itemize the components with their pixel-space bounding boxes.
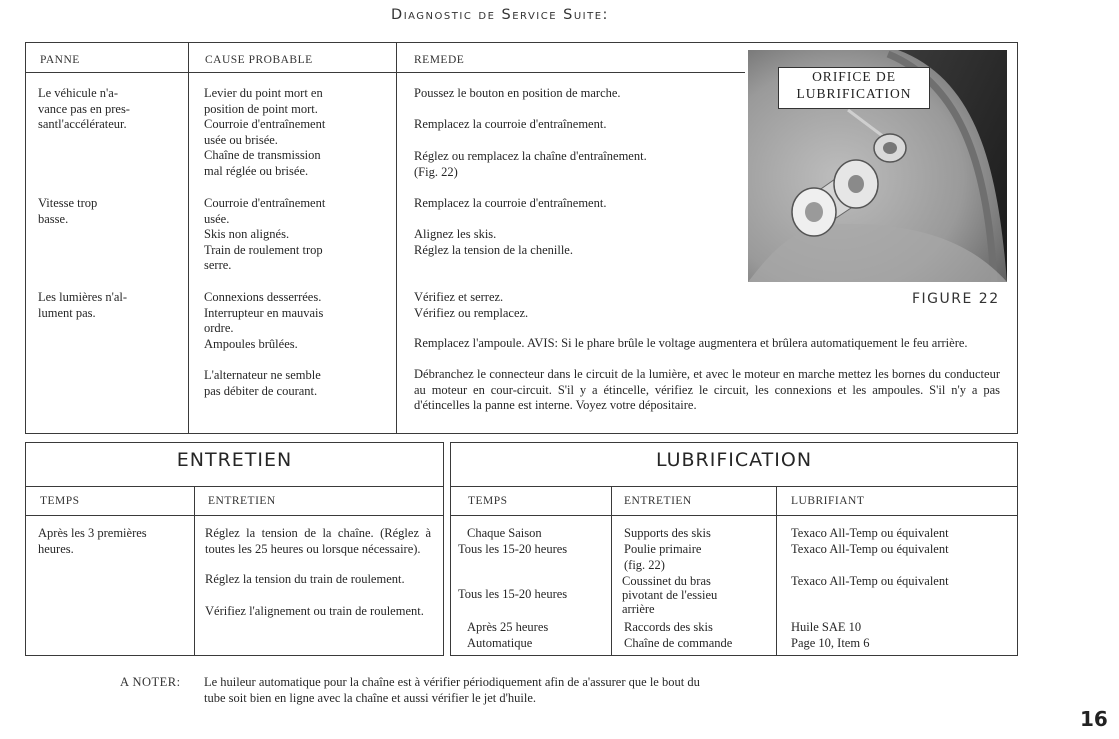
remede-cell: Réglez ou remplacez la chaîne d'entraînement. (Fig. 22): [414, 149, 647, 179]
lubrification-header-rule: [450, 515, 1018, 516]
cause-cell: Connexions desserrées. Interrupteur en mauvais ordre. Ampoules brûlées.: [204, 290, 324, 351]
entretien-task-cell: Réglez la tension du train de roulement.: [205, 572, 405, 586]
remede-cell: Débranchez le connecteur dans le circuit de la lumière, et avec le moteur en marche mettez les bornes du conducteur au moteur en cour-circuit. S'il y a étincelle, vérifiez le circuit, les connexions et les ampoules. S'il n'y a pas d'étincelles la panne est interne. Voyez votre dépositaire.: [414, 367, 1000, 412]
lubrification-temps-cell: Automatique: [467, 636, 533, 650]
figure-callout: ORIFICE DE LUBRIFICATION: [778, 67, 930, 109]
lubrification-header-entretien: ENTRETIEN: [624, 495, 692, 507]
lubrification-task-cell: Raccords des skis: [624, 620, 713, 634]
lubrification-title-rule: [450, 486, 1018, 487]
lubrification-lubricant-cell: Texaco All-Temp ou équivalent: [791, 542, 949, 556]
entretien-header-rule: [25, 515, 444, 516]
header-remede: REMEDE: [414, 54, 465, 66]
lubrification-task-cell: Supports des skis: [624, 526, 711, 540]
header-panne: PANNE: [40, 54, 80, 66]
page-title: Diagnostic de Service Suite:: [391, 7, 609, 23]
lubrification-lubricant-cell: Texaco All-Temp ou équivalent: [791, 526, 949, 540]
entretien-col-divider: [194, 486, 195, 656]
lubrification-header-lubrifiant: LUBRIFIANT: [791, 495, 865, 507]
lubrification-temps-cell: Chaque Saison: [467, 526, 542, 540]
header-cause: CAUSE PROBABLE: [205, 54, 313, 66]
note-text: Le huileur automatique pour la chaîne est à vérifier périodiquement afin de a'assurer que le bout du tube soit bien en ligne avec la chaîne et aussi vérifier le jet d'huile.: [204, 675, 700, 705]
remede-cell: Remplacez la courroie d'entraînement.: [414, 196, 607, 210]
panne-cell: Le véhicule n'a- vance pas en pres- santl'accélérateur.: [38, 86, 130, 131]
entretien-task-cell: Réglez la tension de la chaîne. (Réglez à toutes les 25 heures ou lorsque nécessaire).: [205, 526, 431, 556]
remede-cell: Remplacez l'ampoule. AVIS: Si le phare brûle le voltage augmentera et brûlera automatiquement le feu arrière.: [414, 336, 968, 350]
lubrification-col-divider-1: [611, 486, 612, 656]
lubrification-col-divider-2: [776, 486, 777, 656]
lubrification-task-cell: Poulie primaire (fig. 22): [624, 542, 702, 572]
figure-22-photo: [748, 50, 1007, 282]
entretien-title: ENTRETIEN: [176, 449, 293, 471]
cause-cell: Courroie d'entraînement usée. Skis non alignés. Train de roulement trop serre.: [204, 196, 326, 272]
remede-cell: Poussez le bouton en position de marche.: [414, 86, 621, 100]
diagnostic-col-divider-2: [396, 42, 397, 434]
lubrification-temps-cell: Tous les 15-20 heures: [458, 542, 568, 556]
lubrification-temps-cell: Tous les 15-20 heures: [458, 587, 568, 601]
lubrification-title: LUBRIFICATION: [655, 449, 813, 471]
diagnostic-col-divider-1: [188, 42, 189, 434]
panne-cell: Vitesse trop basse.: [38, 196, 98, 226]
cause-cell: L'alternateur ne semble pas débiter de courant.: [204, 368, 321, 398]
lubrification-task-cell: Coussinet du bras pivotant de l'essieu arrière: [622, 574, 718, 616]
lubrification-lubricant-cell: Texaco All-Temp ou équivalent: [791, 574, 949, 588]
entretien-header-temps: TEMPS: [40, 495, 80, 507]
note-label: A NOTER:: [120, 675, 181, 689]
remede-cell: Alignez les skis. Réglez la tension de la chenille.: [414, 227, 573, 257]
diagnostic-header-rule: [25, 72, 745, 73]
entretien-task-cell: Vérifiez l'alignement ou train de roulement.: [205, 604, 424, 618]
panne-cell: Les lumières n'al- lument pas.: [38, 290, 128, 320]
remede-cell: Vérifiez et serrez. Vérifiez ou remplacez.: [414, 290, 529, 320]
lubrification-lubricant-cell: Page 10, Item 6: [791, 636, 870, 650]
lubrification-header-temps: TEMPS: [468, 495, 508, 507]
entretien-temps-cell: Après les 3 premières heures.: [38, 526, 147, 556]
lubrification-lubricant-cell: Huile SAE 10: [791, 620, 862, 634]
entretien-header-entretien: ENTRETIEN: [208, 495, 276, 507]
figure-caption: FIGURE 22: [912, 291, 1000, 307]
lubrification-temps-cell: Après 25 heures: [467, 620, 549, 634]
remede-cell: Remplacez la courroie d'entraînement.: [414, 117, 607, 131]
page-number: 16: [1080, 707, 1108, 731]
entretien-title-rule: [25, 486, 444, 487]
cause-cell: Levier du point mort en position de point mort. Courroie d'entraînement usée ou brisée. Chaîne de transmission mal réglée ou brisée.: [204, 86, 326, 178]
lubrification-task-cell: Chaîne de commande: [624, 636, 733, 650]
